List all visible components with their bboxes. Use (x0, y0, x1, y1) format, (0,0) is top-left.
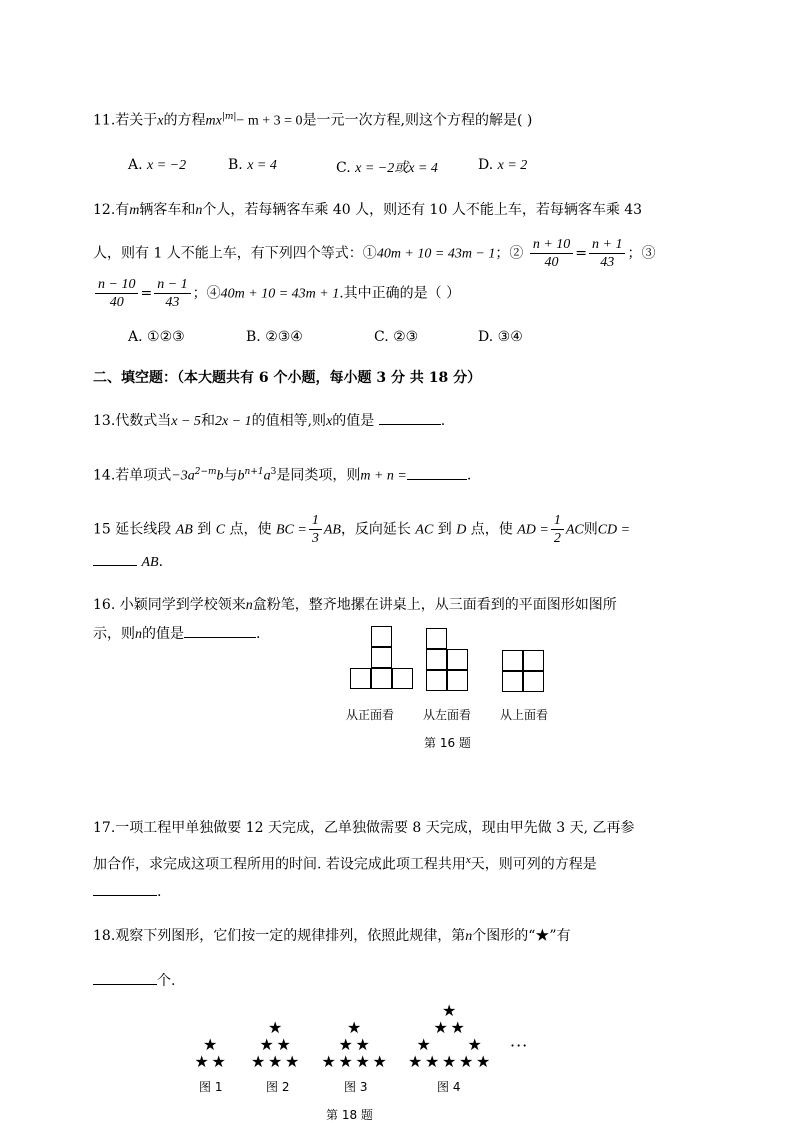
figure-1-label: 图 1 (199, 1080, 223, 1094)
q16-line-1: 16. 小颖同学到学校领来n盒粉笔，整齐地摞在讲桌上，从三面看到的平面图形如图所 (93, 597, 617, 613)
q15-line-2: AB. (93, 551, 163, 574)
front-view-label: 从正面看 (346, 708, 395, 722)
figure-4-label: 图 4 (437, 1080, 461, 1094)
star-icon: ★ (433, 1018, 448, 1037)
q12-option-a: A. ①②③ (128, 329, 185, 345)
q11-option-a: A. x = −2 (128, 157, 187, 173)
q13-stem: 13.代数式当x − 5和2x − 1的值相等,则x的值是 . (93, 410, 445, 433)
star-icon: ★ (416, 1035, 431, 1054)
q12-option-b: B. ②③④ (246, 329, 303, 345)
q14-stem: 14.若单项式$-3a^{2-m}b$与$b^{n+1}a^3$是同类项，则m + n = . (93, 461, 471, 488)
star-icon: ★ (450, 1018, 465, 1037)
q11-option-d: D. x = 2 (478, 157, 528, 173)
q18-line-1: 18.观察下列图形，它们按一定的规律排列，依照此规律，第n个图形的“★”有 (93, 928, 571, 944)
q15-fraction-third: $\frac{1}{3}$ (309, 512, 322, 547)
q12-fraction-3: $\frac{n - 10}{40}$ (95, 276, 138, 311)
q14-answer-blank (407, 465, 467, 480)
top-view-label: 从上面看 (500, 708, 549, 722)
q12-fraction-1: $\frac{n + 10}{40}$ (530, 236, 573, 271)
q18-answer-blank (93, 970, 157, 985)
q12-line-3: $\frac{n - 10}{40}$ = $\frac{n - 1}{43}$ ；④40m + 10 = 43m + 1.其中正确的是（ ） (93, 276, 460, 311)
front-view-figure (350, 626, 414, 692)
q12-line-2: 人，则有 1 人不能上车，有下列四个等式：①40m + 10 = 43m − 1；② $\frac{n + 10}{40}$ = $\frac{n + 1}{43}$ ；③ (93, 237, 656, 270)
star-icon: ★ (285, 1052, 300, 1071)
q17-answer-blank (93, 881, 157, 896)
q11-option-b: B. x = 4 (228, 157, 277, 173)
star-icon: ★ (408, 1052, 423, 1071)
star-icon: ★ (194, 1052, 209, 1071)
q15-fraction-half: $\frac{1}{2}$ (551, 512, 564, 547)
star-icon: ★ (442, 1001, 457, 1020)
left-view-label: 从左面看 (423, 708, 472, 722)
top-view-figure (502, 650, 546, 694)
star-icon: ★ (276, 1035, 291, 1054)
q11-stem: 11.若关于x的方程$mx^{|m|}- m + 3 = 0$是一元一次方程,则这个方程的解是( ) (93, 112, 533, 129)
q17-line-2: 加合作，求完成这项工程所用的时间. 若设完成此项工程共用$^x$天，则可列的方程是 (93, 854, 597, 873)
q12-line-1: 12.有m辆客车和n个人，若每辆客车乘 40 人，则还有 10 人不能上车，若每辆客车乘 43 (93, 202, 643, 218)
q12-fraction-4: $\frac{n - 1}{43}$ (154, 276, 190, 311)
star-icon: ★ (338, 1035, 353, 1054)
q17-line-1: 17.一项工程甲单独做要 12 天完成，乙单独做需要 8 天完成，现由甲先做 3 天, 乙再参 (93, 820, 635, 836)
q16-answer-blank (184, 623, 256, 638)
q12-fraction-2: $\frac{n + 1}{43}$ (589, 236, 625, 271)
ellipsis: ··· (510, 1036, 529, 1055)
star-icon: ★ (268, 1018, 283, 1037)
star-icon: ★ (268, 1052, 283, 1071)
q17-line-3: . (93, 881, 161, 903)
q18-caption: 第 18 题 (326, 1108, 373, 1122)
star-icon: ★ (347, 1018, 362, 1037)
q15-line-1: 15 延长线段 AB 到 C 点，使 BC = $\frac{1}{3}$ AB，反向延长 AC 到 D 点，使 AD = $\frac{1}{2}$ AC则CD = (93, 513, 631, 546)
figure-3-label: 图 3 (344, 1080, 368, 1094)
star-icon: ★ (425, 1052, 440, 1071)
q11-option-c: C. x = −2或x = 4 (336, 160, 438, 176)
star-icon: ★ (259, 1035, 274, 1054)
star-icon: ★ (355, 1052, 370, 1071)
figure-2-label: 图 2 (266, 1080, 290, 1094)
star-icon: ★ (372, 1052, 387, 1071)
star-icon: ★ (467, 1035, 482, 1054)
star-icon: ★ (476, 1052, 491, 1071)
q16-caption: 第 16 题 (424, 736, 471, 750)
star-icon: ★ (251, 1052, 266, 1071)
q18-line-2: 个. (93, 970, 175, 992)
star-icon: ★ (321, 1052, 336, 1071)
section-heading: 二、填空题：（本大题共有 6 个小题，每小题 3 分 共 18 分） (93, 370, 482, 386)
star-icon: ★ (459, 1052, 474, 1071)
q16-line-2: 示，则n的值是 . (93, 623, 260, 646)
q12-option-c: C. ②③ (374, 329, 419, 345)
star-icon: ★ (203, 1035, 218, 1054)
star-icon: ★ (442, 1052, 457, 1071)
q13-answer-blank (379, 410, 441, 425)
star-icon: ★ (338, 1052, 353, 1071)
star-icon: ★ (211, 1052, 226, 1071)
q15-answer-blank (93, 551, 137, 566)
q12-option-d: D. ③④ (478, 329, 523, 345)
star-icon: ★ (355, 1035, 370, 1054)
left-view-figure (426, 628, 470, 692)
